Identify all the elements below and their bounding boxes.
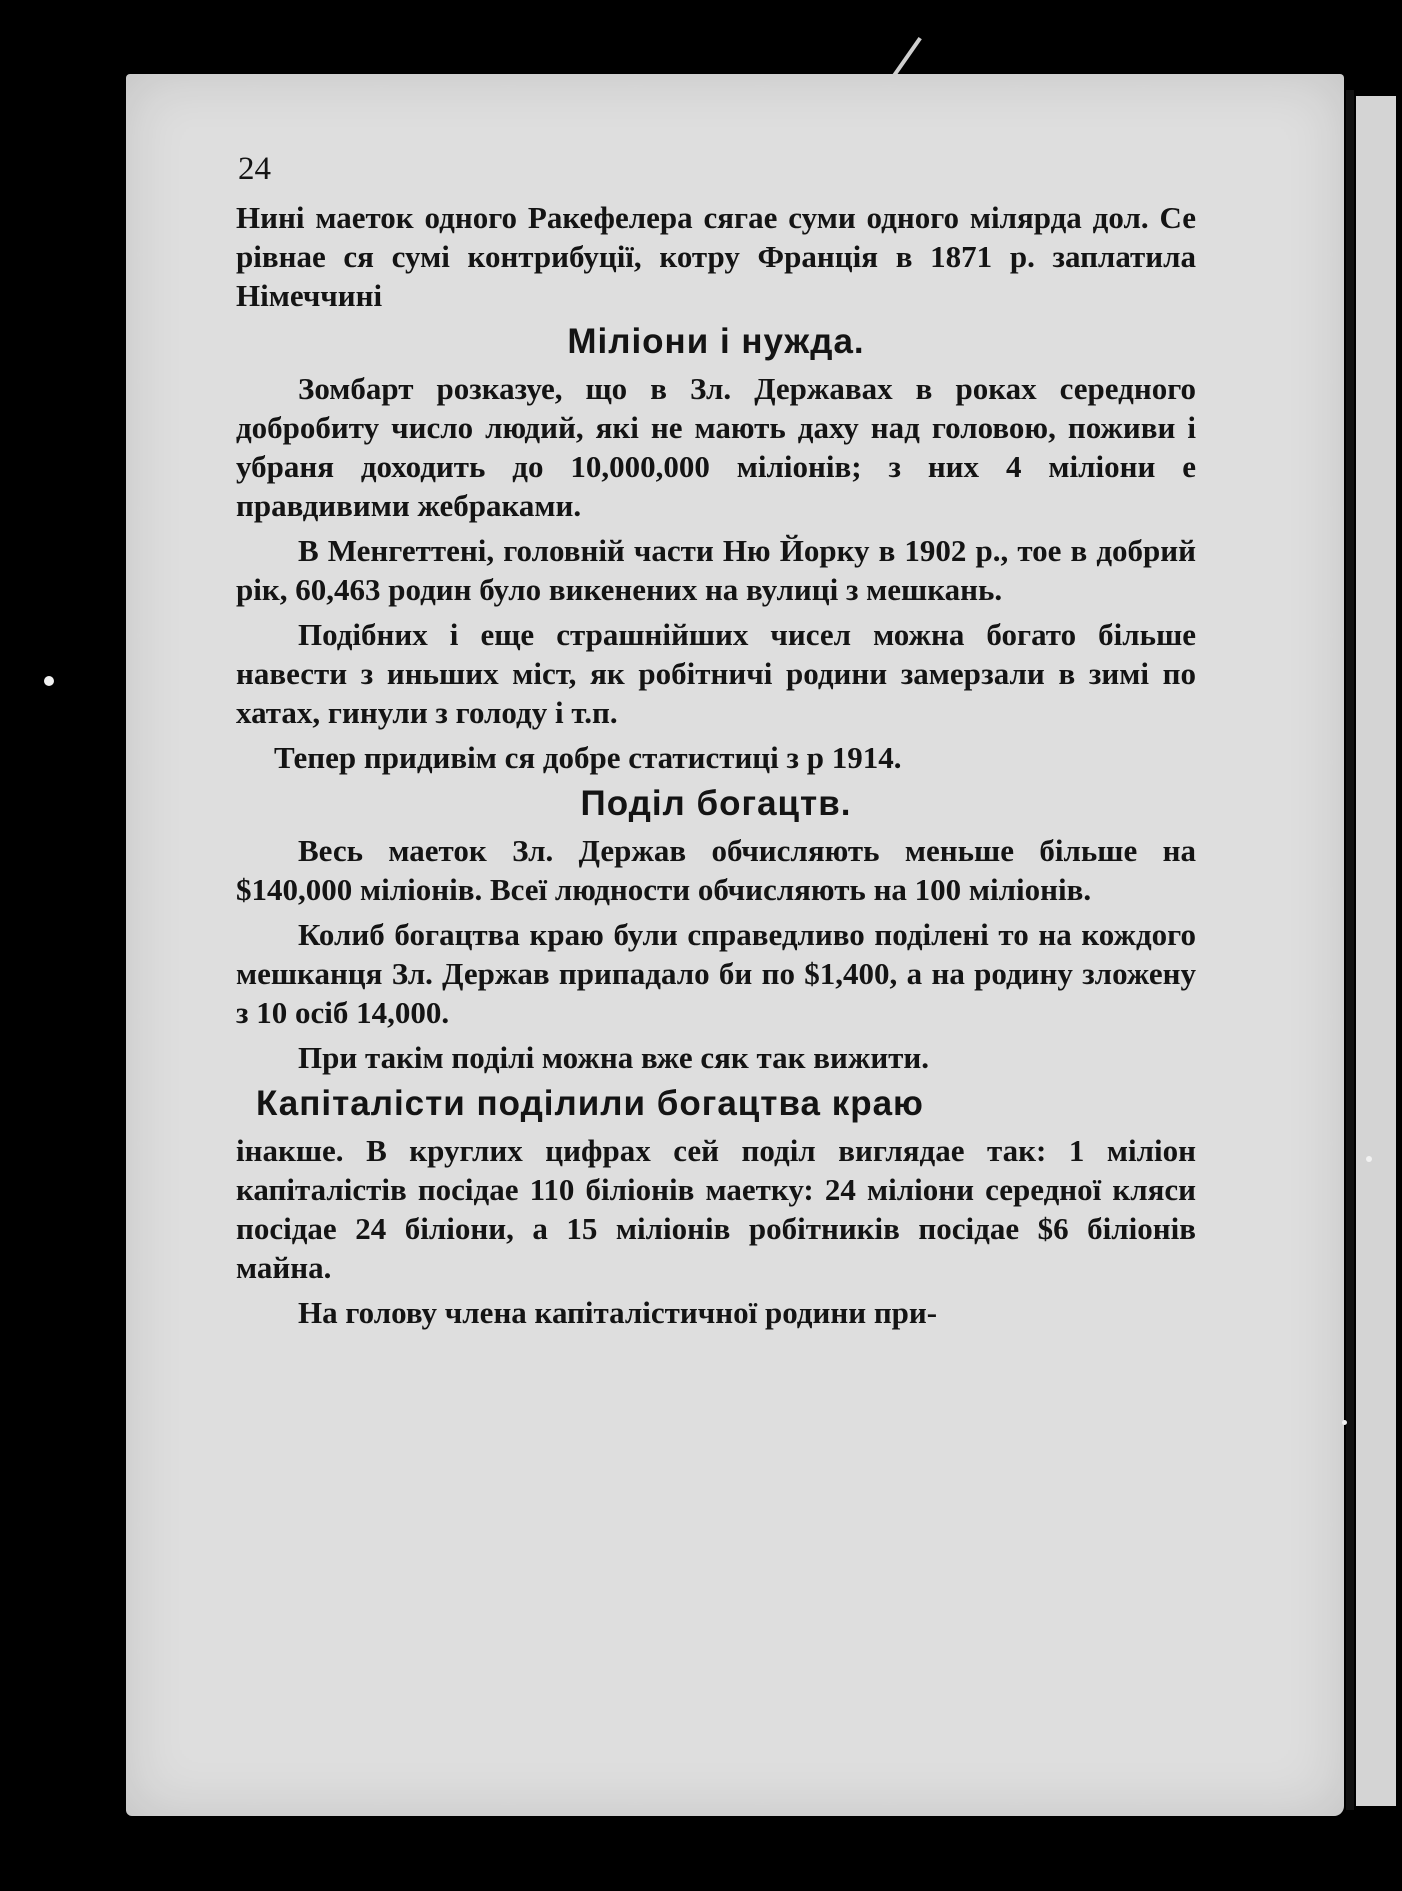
page-edge — [1346, 90, 1354, 1810]
scan-speck — [1366, 1156, 1372, 1162]
paragraph: Колиб богацтва краю були справедливо поділені то на кождого мешканця Зл. Держав припадало би по $1,400, а на родину зложену з 10 осіб 14,000. — [236, 917, 1196, 1030]
intro-paragraph: Нині маеток одного Ракефелера сягае суми одного мілярда дол. Се рівнае ся сумі контрибуції, котру Франція в 1871 р. заплатила Німеччині — [236, 200, 1196, 313]
scan-speck — [44, 676, 54, 686]
paragraph: інакше. В круглих цифрах сей поділ виглядае так: 1 міліон капіталістів посідае 110 біліонів маетку: 24 міліони середної кляси посідае 24 біліони, а 15 міліонів робітників посідае $6 біліонів майна. — [236, 1133, 1196, 1285]
scan-speck — [1342, 1420, 1347, 1425]
page-text — [236, 150, 1196, 1338]
paragraph: На голову члена капіталістичної родини при- — [298, 1295, 938, 1330]
section-heading: Міліони і нужда. — [567, 322, 865, 361]
paragraph: В Менгеттені, головній части Ню Йорку в 1902 р., тое в добрий рік, 60,463 родин було викенених на вулиці з мешкань. — [236, 533, 1196, 607]
paragraph: Весь маеток Зл. Держав обчисляють меньше більше на $140,000 міліонів. Всеї людности обчисляють на 100 міліонів. — [236, 833, 1196, 907]
paragraph: Подібних і еще страшнійших чисел можна богато більше навести з иньших міст, як робітничі родини замерзали в зимі по хатах, гинули з голоду і т.п. — [236, 617, 1196, 730]
page-number: 24 — [238, 151, 271, 187]
paragraph: При такім поділі можна вже сяк так вижити. — [298, 1040, 930, 1075]
section-heading: Капіталісти поділили богацтва краю — [256, 1084, 924, 1123]
paragraph: Тепер придивім ся добре статистиці з р 1914. — [274, 740, 902, 775]
adjacent-page-strip — [1356, 96, 1396, 1806]
paragraph: Зомбарт розказуе, що в Зл. Державах в роках середного добробиту число людий, які не мають даху над головою, поживи і убраня доходить до 10,000,000 міліонів; з них 4 міліони е правдивими жебраками. — [236, 371, 1196, 523]
section-heading: Поділ богацтв. — [580, 784, 852, 823]
